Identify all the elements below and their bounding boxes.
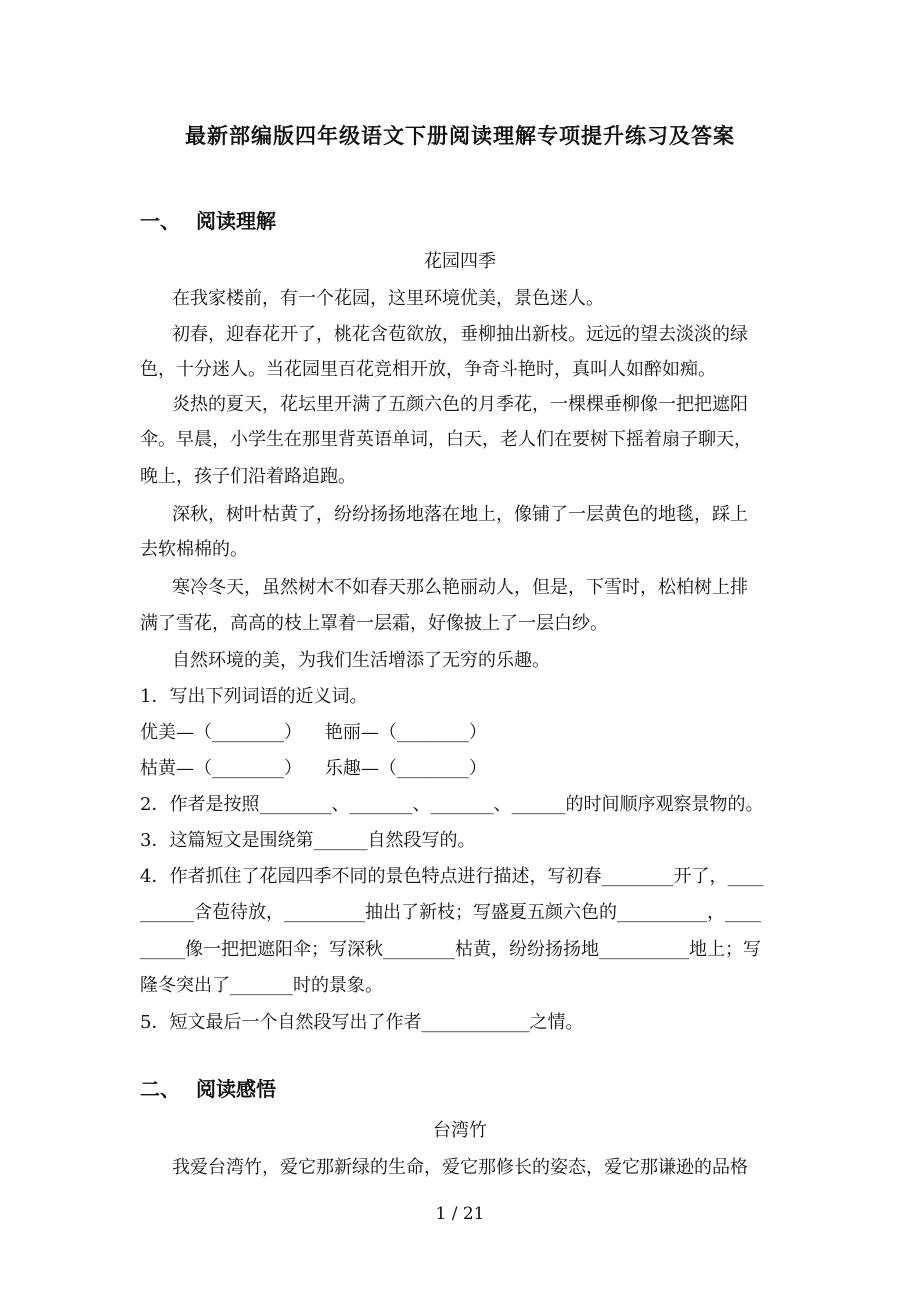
section-heading-1 — [140, 206, 276, 236]
section-number: 一、 — [140, 209, 180, 233]
paragraph-line: 深秋，树叶枯黄了，纷纷扬扬地落在地上，像铺了一层黄色的地毯，踩上 — [172, 504, 748, 525]
question-5: 5．短文最后一个自然段写出了作者____________之情。 — [140, 1012, 584, 1033]
page-number: 1 / 21 — [435, 1204, 485, 1224]
section-title: 阅读理解 — [196, 209, 276, 233]
paragraph-line: 我爱台湾竹，爱它那新绿的生命，爱它那修长的姿态，爱它那谦逊的品格 — [172, 1157, 748, 1178]
paragraph-line: 晚上，孩子们沿着路追跑。 — [140, 466, 356, 487]
question-3: 3．这篇短文是围绕第______自然段写的。 — [140, 830, 476, 851]
passage-title: 台湾竹 — [433, 1120, 487, 1141]
paragraph-line: 寒冷冬天，虽然树木不如春天那么艳丽动人，但是，下雪时，松柏树上排 — [172, 577, 748, 598]
document-title: 最新部编版四年级语文下册阅读理解专项提升练习及答案 — [185, 123, 735, 148]
question-4-line: 隆冬突出了_______时的景象。 — [140, 975, 383, 996]
question-1-row-1: 优美—（________） 艳丽—（________） — [140, 722, 487, 743]
section-heading-2 — [140, 1074, 276, 1104]
question-2: 2．作者是按照________、_______、_______、______的时间顺序观察景物的。 — [140, 794, 764, 815]
paragraph-line: 在我家楼前，有一个花园，这里环境优美，景色迷人。 — [172, 288, 604, 309]
paragraph-line: 炎热的夏天，花坛里开满了五颜六色的月季花，一棵棵垂柳像一把把遮阳 — [172, 394, 748, 415]
section-number: 二、 — [140, 1077, 180, 1101]
paragraph-line: 色，十分迷人。当花园里百花竞相开放，争奇斗艳时，真叫人如醉如痴。 — [140, 359, 716, 380]
question-4-line: ______含苞待放，_________抽出了新枝；写盛夏五颜六色的__________，____ — [140, 902, 761, 923]
question-4-line: 4．作者抓住了花园四季不同的景色特点进行描述，写初春________开了，____ — [140, 866, 764, 887]
passage-title: 花园四季 — [424, 251, 496, 272]
question-1: 1．写出下列词语的近义词。 — [140, 686, 368, 707]
paragraph-line: 自然环境的美，为我们生活增添了无穷的乐趣。 — [172, 650, 550, 671]
paragraph-line: 满了雪花，高高的枝上罩着一层霜，好像披上了一层白纱。 — [140, 613, 608, 634]
question-1-row-2: 枯黄—（________） 乐趣—（________） — [140, 758, 487, 779]
paragraph-line: 去软棉棉的。 — [140, 539, 248, 560]
paragraph-line: 初春，迎春花开了，桃花含苞欲放，垂柳抽出新枝。远远的望去淡淡的绿 — [172, 324, 748, 345]
question-4-line: _____像一把把遮阳伞；写深秋________枯黄，纷纷扬扬地__________地上；写 — [140, 939, 761, 960]
paragraph-line: 伞。早晨，小学生在那里背英语单词，白天，老人们在要树下摇着扇子聊天， — [140, 429, 752, 450]
section-title: 阅读感悟 — [196, 1077, 276, 1101]
